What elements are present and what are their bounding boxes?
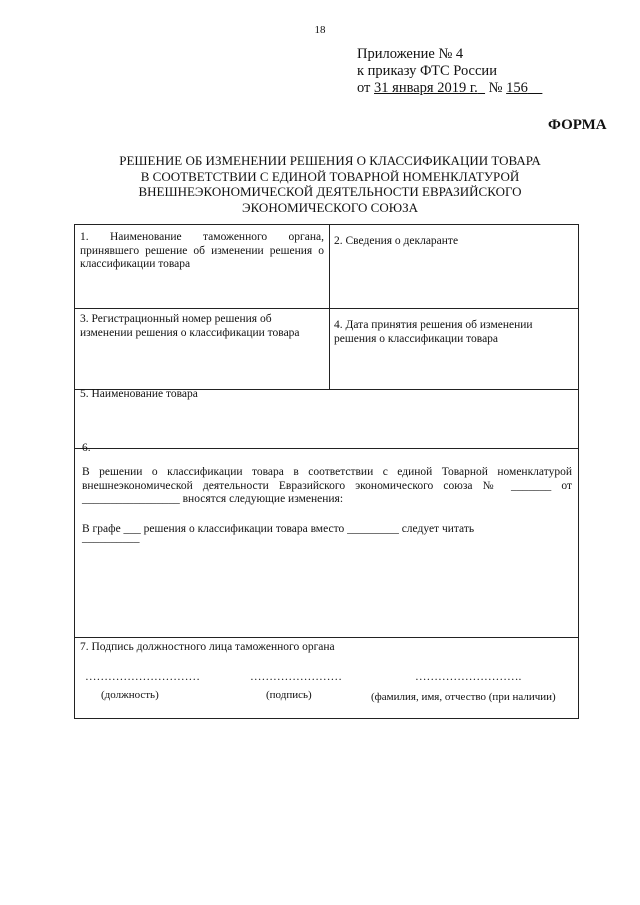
order-date: 31 января 2019 г. [374,80,478,96]
form-label: ФОРМА [548,117,607,133]
row-divider-4 [75,637,578,638]
field-7-signature: 7. Подпись должностного лица таможенного органа [80,641,335,653]
page-number: 18 [314,24,326,36]
appendix-line-2: к приказу ФТС России [357,63,497,79]
signature-dots: …………………… [250,671,342,683]
document-title [110,153,550,215]
title-line-1: РЕШЕНИЕ ОБ ИЗМЕНЕНИИ РЕШЕНИЯ О КЛАССИФИКАЦИИ ТОВАРА [119,153,541,168]
row-divider-1 [75,308,578,309]
signature-label: (подпись) [266,689,312,701]
field-6-number: 6. [82,442,91,454]
row-divider-3 [75,448,578,449]
field-4-decision-date: 4. Дата принятия решения об изменении решения о классификации товара [334,319,533,345]
number-prefix: № [488,80,503,96]
field-3-registration-number: 3. Регистрационный номер решения об изменении решения о классификации товара [80,313,300,339]
field-2-declarant-info: 2. Сведения о декларанте [334,235,459,247]
fullname-label: (фамилия, имя, отчество (при наличии) [371,691,556,703]
fullname-dots: ………………………. [415,671,522,683]
appendix-date-line [357,80,542,97]
field-6-blank-line: __________ [82,532,140,544]
appendix-header [357,46,542,97]
field-5-goods-name: 5. Наименование товара [80,388,198,400]
field-1-customs-authority: 1. Наименование таможенного органа, принявшего решение об изменении решения о классификации товара [80,231,324,270]
title-line-4: ЭКОНОМИЧЕСКОГО СОЮЗА [242,199,418,215]
field-6-changes-text: В решении о классификации товара в соответствии с единой Товарной номенклатурой внешнеэкономической деятельности Евразийского экономического союза № _______ от _________________ вносятся следующие изменения: [82,466,572,505]
position-dots: ………………………… [85,671,200,683]
date-prefix: от [357,80,371,96]
appendix-line-1: Приложение № 4 [357,46,464,62]
decision-form [74,224,579,719]
title-line-2: В СООТВЕТСТВИИ С ЕДИНОЙ ТОВАРНОЙ НОМЕНКЛАТУРОЙ [140,168,520,184]
field-6-graph-line: В графе ___ решения о классификации товара вместо _________ следует читать [82,523,475,535]
order-number: 156 [506,80,528,96]
title-line-3: ВНЕШНЕЭКОНОМИЧЕСКОЙ ДЕЯТЕЛЬНОСТИ ЕВРАЗИЙСКОГО [138,184,522,199]
position-label: (должность) [101,689,159,701]
